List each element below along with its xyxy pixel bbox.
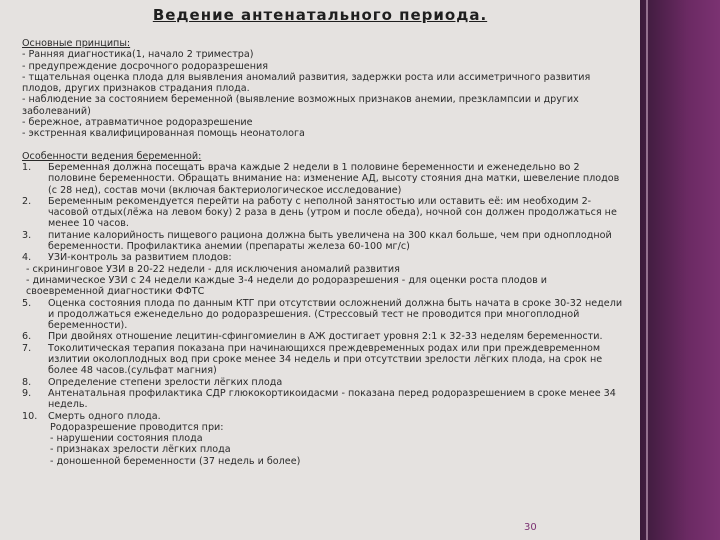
list-text: Беременная должна посещать врача каждые 2 недели в 1 половине беременности и еженедельно во 2 половине беременности. Обращать внимание на: изменение АД, высоту стояния дна матки, шевеление плодов (с 28 нед), состав мочи (включая бактериологическое исследование) [48, 161, 620, 196]
delivery-heading: Родоразрешение проводится при: [50, 421, 224, 433]
list-item [22, 252, 624, 263]
principle-item: - Ранняя диагностика(1, начало 2 триместра) [22, 49, 254, 61]
ultrasound-sub-item: - скрининговое УЗИ в 20-22 недели - для исключения аномалий развития [26, 263, 400, 275]
slide-content [22, 38, 624, 467]
list-number: 5. [22, 297, 32, 309]
list-text: УЗИ-контроль за развитием плодов: [48, 252, 232, 264]
principle-item: - экстренная квалифицированная помощь неонатолога [22, 128, 305, 140]
list-number: 9. [22, 387, 32, 399]
list-number: 8. [22, 376, 32, 388]
list-item [22, 377, 624, 388]
delivery-item: - доношенной беременности (37 недель и более) [50, 455, 301, 467]
decorative-sidebar [640, 0, 720, 540]
list-item [22, 298, 624, 332]
list-text: При двойнях отношение лецитин-сфингомиелин в АЖ достигает уровня 2:1 к 32-33 неделям беременности. [48, 331, 603, 343]
ultrasound-sub-item: - динамическое УЗИ с 24 недели каждые 3-4 недели до родоразрешения - для оценки роста плодов и своевременной диагностики ФФТС [26, 274, 548, 298]
list-text: Определение степени зрелости лёгких плода [48, 376, 283, 388]
principle-item: - тщательная оценка плода для выявления аномалий развития, задержки роста или ассиметричного развития плодов, других признаков страдания плода. [22, 71, 591, 95]
list-item [22, 411, 624, 422]
list-text: Токолитическая терапия показана при начинающихся преждевременных родах или при преждевременном излитии околоплодных вод при сроке менее 34 недель и при отсутствии зрелости лёгких плода, на срок не более 48 часов.(сульфат магния) [48, 342, 603, 377]
delivery-item: - признаках зрелости лёгких плода [50, 444, 231, 456]
list-number: 3. [22, 229, 32, 241]
principle-item: - наблюдение за состоянием беременной (выявление возможных признаков анемии, презклампсии и других заболеваний) [22, 94, 579, 117]
list-item [22, 162, 624, 196]
list-text: Смерть одного плода. [48, 410, 161, 422]
list-item [22, 388, 624, 411]
features-list [22, 162, 624, 467]
list-text: Беременным рекомендуется перейти на работу с неполной занятостью или оставить её: им необходим 2-часовой отдых(лёжа на левом боку) 2 раза в день (утром и после обеда), ночной сон должен продолжаться не менее 10 часов. [48, 195, 617, 230]
list-item [22, 196, 624, 230]
list-number: 1. [22, 161, 32, 173]
delivery-item: - нарушении состояния плода [50, 433, 203, 445]
list-number: 10. [22, 410, 38, 422]
list-text: Антенатальная профилактика СДР глюкокортикоидасми - показана перед родоразрешением в сроке менее 34 недель. [48, 387, 616, 411]
list-item [22, 343, 624, 377]
principle-item: - бережное, атравматичное родоразрешение [22, 117, 253, 129]
page-number: 30 [524, 522, 537, 533]
principle-item: - предупреждение досрочного родоразрешения [22, 60, 268, 72]
list-number: 6. [22, 331, 32, 343]
list-number: 4. [22, 252, 32, 264]
sidebar-divider [646, 0, 648, 540]
list-text: питание калорийность пищевого рациона должна быть увеличена на 300 ккал больше, чем при одноплодной беременности. Профилактика анемии (препараты железа 60-100 мг/с) [48, 229, 612, 253]
list-text: Оценка состояния плода по данным КТГ при отсутствии осложнений должна быть начата в сроке 30-32 недели и продолжаться еженедельно до родоразрешения. (Стрессовый тест не проводится при многоплодной беременности). [48, 297, 623, 332]
list-number: 7. [22, 342, 32, 354]
list-item [22, 331, 624, 342]
list-number: 2. [22, 195, 32, 207]
page-title: Ведение антенатального периода. [152, 6, 488, 24]
features-heading: Особенности ведения беременной: [22, 150, 202, 162]
principles-heading: Основные принципы: [22, 38, 131, 49]
list-item [22, 230, 624, 253]
